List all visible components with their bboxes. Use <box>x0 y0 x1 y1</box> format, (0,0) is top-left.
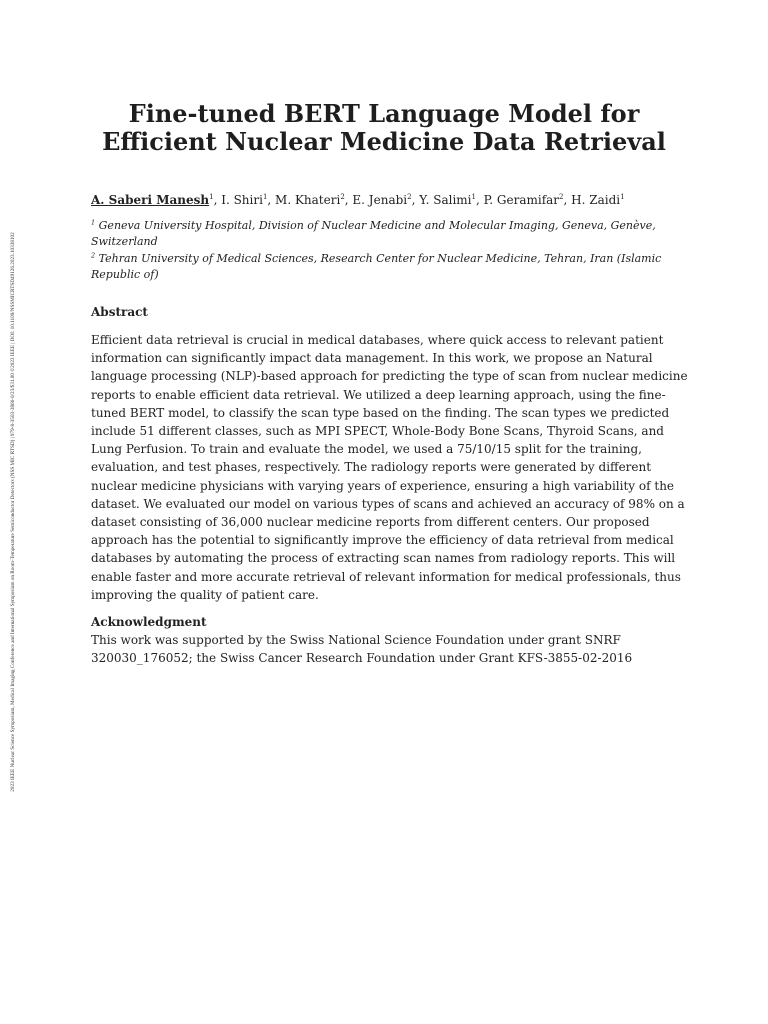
author-affiliation-mark: 2 <box>407 193 412 201</box>
paper-title <box>60 100 708 156</box>
title-line: Efficient Nuclear Medicine Data Retrieval <box>102 127 666 156</box>
abstract-line: dataset consisting of 36,000 nuclear medicine reports from different centers. Our proposed <box>91 515 650 530</box>
affiliation <box>91 251 671 284</box>
acknowledgment-line: This work was supported by the Swiss National Science Foundation under grant SNRF <box>91 633 621 647</box>
abstract-heading: Abstract <box>91 305 148 319</box>
affiliation <box>91 218 671 251</box>
author-separator: , <box>344 193 353 207</box>
abstract-line: tuned BERT model, to classify the scan type based on the finding. The scan types we predicted <box>91 405 670 420</box>
author-separator: , <box>475 193 484 207</box>
abstract-line: databases by automating the process of extracting scan names from radiology reports. This will <box>91 551 676 566</box>
abstract-line: enable faster and more accurate retrieval of relevant information for medical professionals, thus <box>91 569 681 584</box>
author-affiliation-mark: 2 <box>559 193 564 201</box>
author-name: P. Geramifar <box>483 193 560 207</box>
author-affiliation-mark: 1 <box>209 193 214 201</box>
author-separator: , <box>411 193 420 207</box>
author-name: E. Jenabi <box>352 193 408 207</box>
acknowledgment-line: 320030_176052; the Swiss Cancer Research Foundation under Grant KFS-3855-02-2016 <box>91 651 633 666</box>
abstract-body <box>91 331 691 604</box>
author-name: Y. Salimi <box>419 193 472 207</box>
affiliation-number: 2 <box>91 250 96 259</box>
side-copyright-text: 2023 IEEE Nuclear Science Symposium, Medical Imaging Conference and International Symposium on Room-Temperature Semiconductor Detectors (NSS MIC RTSD) | 979-8-3503-3866-0/23/$31.00 ©2023 IEEE | DOI: 10.1109/NSSMICRTSD49126.2023.10338102 <box>10 232 16 792</box>
author-affiliation-mark: 1 <box>620 193 625 201</box>
author-name: H. Zaidi <box>571 193 621 207</box>
author-affiliation-mark: 2 <box>340 193 345 201</box>
abstract-line: evaluation, and test phases, respectively. The radiology reports were generated by different <box>91 460 652 475</box>
author-list <box>91 192 625 208</box>
abstract-line: approach has the potential to significantly improve the efficiency of data retrieval from medical <box>91 533 674 548</box>
affiliation-list <box>91 218 671 283</box>
author-affiliation-mark: 1 <box>471 193 476 201</box>
affiliation-number: 1 <box>91 218 96 227</box>
abstract-line: improving the quality of patient care. <box>91 587 319 602</box>
author-name: M. Khateri <box>275 193 341 207</box>
title-line: Fine-tuned BERT Language Model for <box>128 99 640 128</box>
abstract-line: Lung Perfusion. To train and evaluate the model, we used a 75/10/15 split for the training, <box>91 442 642 457</box>
abstract-line: language processing (NLP)-based approach for predicting the type of scan from nuclear medicine <box>91 369 688 384</box>
author-name: I. Shiri <box>221 193 263 207</box>
abstract-line: nuclear medicine physicians with varying years of experience, ensuring a high variability of the <box>91 478 675 493</box>
abstract-line: Efficient data retrieval is crucial in medical databases, where quick access to relevant patient <box>91 333 664 347</box>
abstract-line: information can significantly impact data management. In this work, we propose an Natural <box>91 351 653 366</box>
affiliation-text: Geneva University Hospital, Division of Nuclear Medicine and Molecular Imaging, Geneva, Genève, Switzerland <box>91 219 656 249</box>
acknowledgment-heading: Acknowledgment <box>91 615 207 629</box>
author-separator: , <box>213 193 222 207</box>
acknowledgment-body <box>91 631 691 667</box>
author-affiliation-mark: 1 <box>262 193 268 201</box>
author-separator: , <box>563 193 572 207</box>
author-name: A. Saberi Manesh <box>91 193 210 207</box>
author-separator: , <box>267 193 276 207</box>
abstract-line: reports to enable efficient data retrieval. We utilized a deep learning approach, using the fine- <box>91 387 666 402</box>
affiliation-text: Tehran University of Medical Sciences, Research Center for Nuclear Medicine, Tehran, Iran (Islamic Republic of) <box>91 251 662 281</box>
abstract-line: dataset. We evaluated our model on various types of scans and achieved an accuracy of 98% on a <box>91 496 685 511</box>
abstract-line: include 51 different classes, such as MPI SPECT, Whole-Body Bone Scans, Thyroid Scans, and <box>91 424 664 439</box>
